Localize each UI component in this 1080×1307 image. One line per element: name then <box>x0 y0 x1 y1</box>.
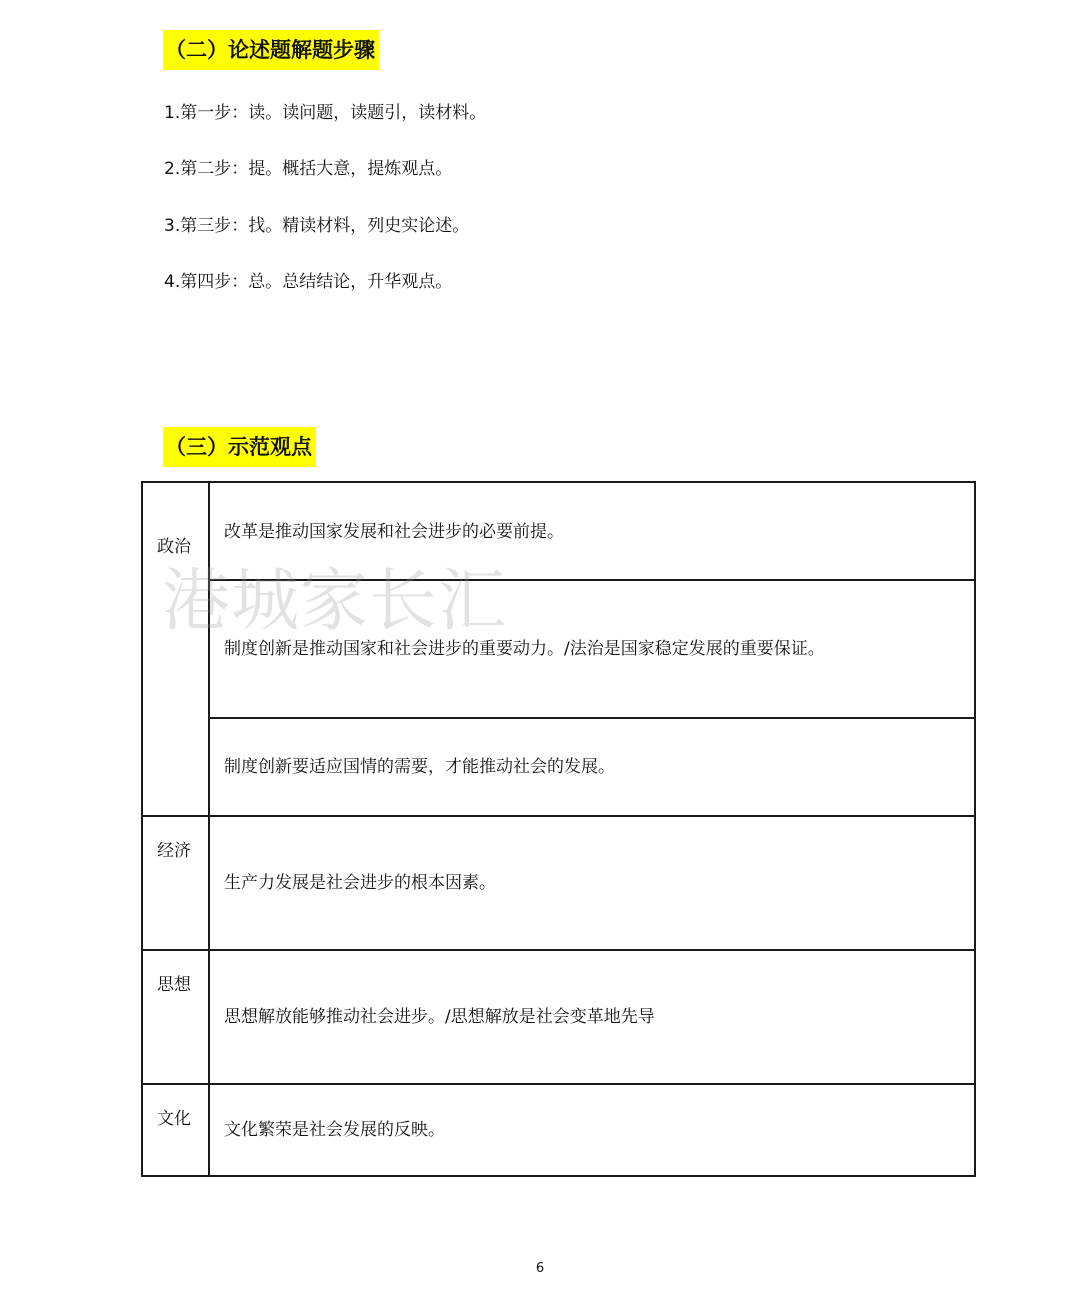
view-text: 思想解放能够推动社会进步。/思想解放是社会变革地先导 <box>209 950 975 1084</box>
table-row <box>142 950 975 1084</box>
category-cell <box>142 482 209 816</box>
watermark: 港城家长汇 <box>162 562 508 641</box>
category-economy: 经济 <box>157 841 191 861</box>
table-row <box>142 482 975 580</box>
step-2: 2.第二步：提。概括大意，提炼观点。 <box>164 159 453 179</box>
page-number: 6 <box>535 1261 545 1276</box>
views-heading: （三）示范观点 <box>163 427 316 467</box>
views-table <box>141 481 976 1177</box>
category-culture: 文化 <box>157 1109 191 1129</box>
view-text: 文化繁荣是社会发展的反映。 <box>209 1084 975 1176</box>
category-cell <box>142 950 209 1084</box>
category-politics: 政治 <box>157 537 191 557</box>
table-row <box>142 580 975 718</box>
category-thought: 思想 <box>157 975 191 995</box>
view-text: 制度创新是推动国家和社会进步的重要动力。/法治是国家稳定发展的重要保证。 <box>209 580 975 718</box>
category-cell <box>142 1084 209 1176</box>
step-1: 1.第一步：读。读问题，读题引，读材料。 <box>164 103 487 123</box>
table-row <box>142 816 975 950</box>
table-row <box>142 1084 975 1176</box>
table-row <box>142 718 975 816</box>
view-text: 制度创新要适应国情的需要，才能推动社会的发展。 <box>209 718 975 816</box>
step-4: 4.第四步：总。总结结论，升华观点。 <box>164 272 453 292</box>
view-text: 生产力发展是社会进步的根本因素。 <box>209 816 975 950</box>
step-3: 3.第三步：找。精读材料，列史实论述。 <box>164 216 470 236</box>
steps-heading: （二）论述题解题步骤 <box>163 30 379 70</box>
view-text: 改革是推动国家发展和社会进步的必要前提。 <box>209 482 975 580</box>
category-cell <box>142 816 209 950</box>
